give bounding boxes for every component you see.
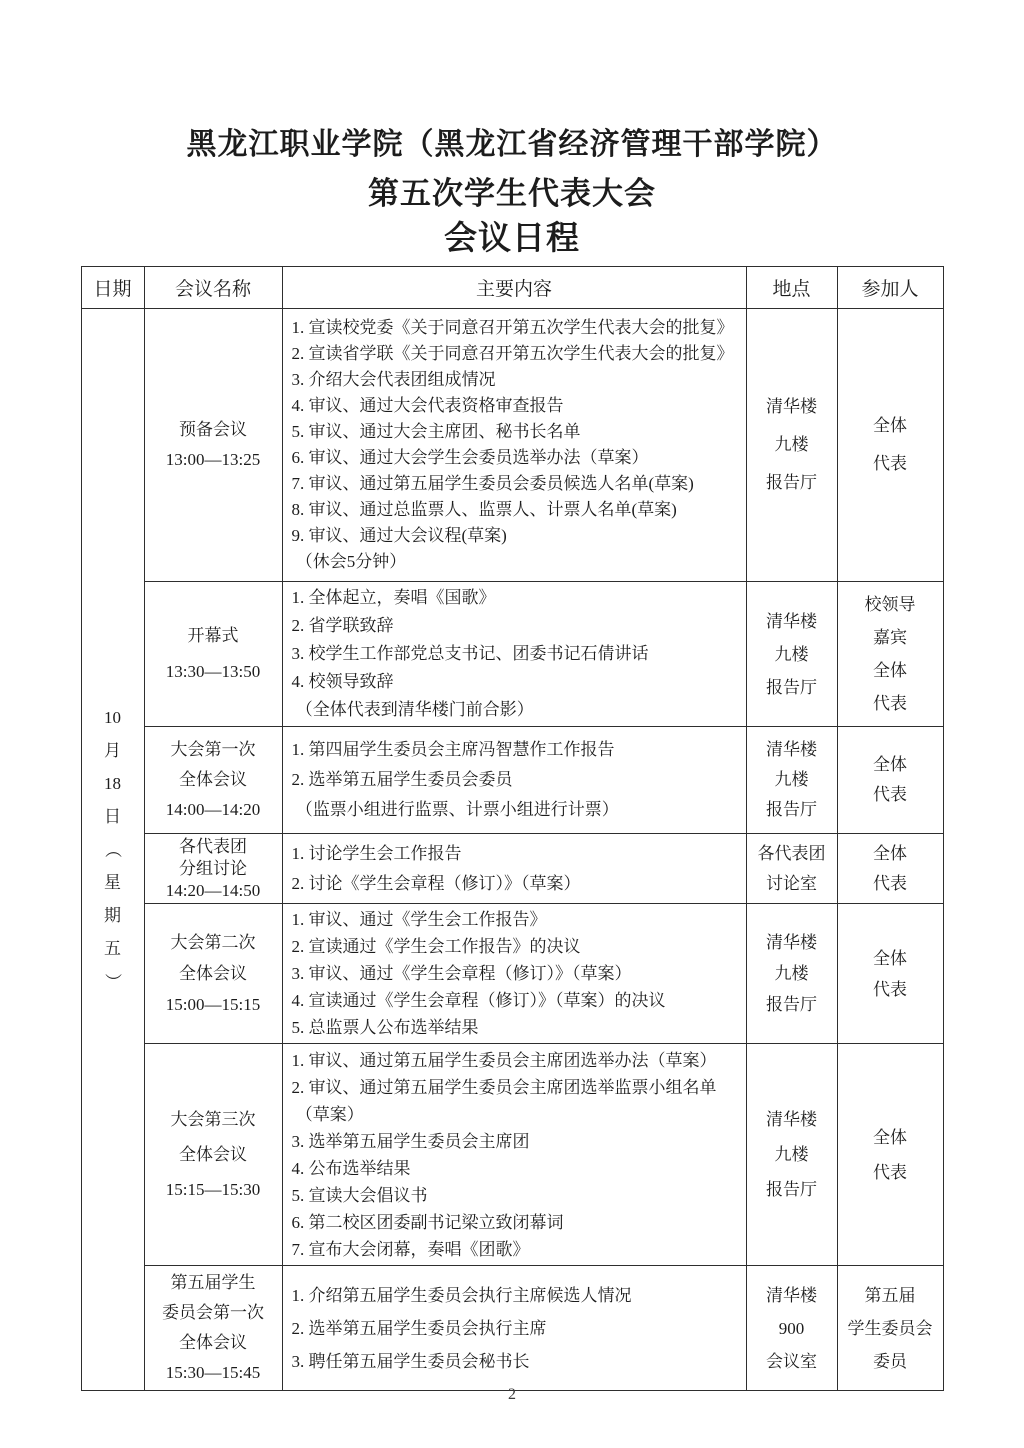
location-cell [746, 1266, 837, 1391]
meeting-name-cell-line: 开幕式 [187, 626, 239, 645]
content-cell [282, 582, 746, 727]
participants-cell-line: 代表 [873, 873, 907, 893]
content-cell-line: 8. 审议、通过总监票人、监票人、计票人名单(草案) [291, 500, 677, 519]
content-cell-line: 4. 宣读通过《学生会章程（修订）》（草案）的决议 [291, 991, 666, 1010]
meeting-name-cell-line: 13:30—13:50 [165, 662, 261, 681]
content-cell [282, 1044, 746, 1266]
date-cell [81, 309, 144, 1391]
participants-cell-line: 全体 [873, 1127, 907, 1147]
participants-cell-line: 全体 [873, 416, 907, 435]
content-cell-line: 4. 校领导致辞 [291, 672, 394, 691]
content-cell [282, 309, 746, 582]
location-cell [746, 904, 837, 1044]
table-row [81, 727, 943, 834]
meeting-name-cell [144, 727, 282, 834]
col-header-meeting-name: 会议名称 [144, 267, 282, 309]
content-cell-line: 1. 介绍第五届学生委员会执行主席候选人情况 [291, 1285, 632, 1305]
participants-cell-line: 代表 [873, 1162, 907, 1182]
location-cell-line: 会议室 [766, 1351, 817, 1371]
participants-cell-line: 代表 [873, 694, 907, 713]
content-cell-line: （草案） [291, 1104, 364, 1124]
meeting-name-cell-line: 第五届学生 [170, 1273, 256, 1292]
content-cell-line: 1. 第四届学生委员会主席冯智慧作工作报告 [291, 740, 615, 759]
congress-title: 第五次学生代表大会 [368, 176, 656, 211]
date-vertical-text: 10 月 18 日 （ 星 期 五 ） [103, 708, 122, 990]
location-cell-line: 清华楼 [766, 1285, 817, 1305]
content-cell-line: 9. 审议、通过大会议程(草案) [291, 526, 507, 545]
schedule-table [81, 266, 944, 1391]
content-cell-line: 2. 选举第五届学生委员会委员 [291, 770, 513, 789]
location-cell-line: 九楼 [774, 964, 809, 983]
location-cell-line: 报告厅 [766, 800, 817, 819]
college-title: 黑龙江职业学院（黑龙江省经济管理干部学院） [186, 128, 838, 161]
content-cell-line: 7. 宣布大会闭幕，奏唱《团歌》 [291, 1239, 530, 1259]
content-cell [282, 727, 746, 834]
content-cell-line: 2. 省学联致辞 [291, 616, 394, 635]
page-number: 2 [508, 1386, 516, 1403]
meeting-name-cell-line: 全体会议 [179, 964, 247, 983]
content-cell-line: 2. 审议、通过第五届学生委员会主席团选举监票小组名单 [291, 1077, 717, 1097]
location-cell-line: 清华楼 [766, 740, 817, 759]
participants-cell [837, 904, 943, 1044]
participants-cell-line: 代表 [873, 454, 907, 473]
table-row [81, 582, 943, 727]
content-cell-line: 7. 审议、通过第五届学生委员会委员候选人名单(草案) [291, 474, 694, 493]
content-cell [282, 834, 746, 904]
location-cell [746, 834, 837, 904]
content-cell-line: 1. 宣读校党委《关于同意召开第五次学生代表大会的批复》 [291, 318, 734, 337]
location-cell [746, 727, 837, 834]
table-row [81, 904, 943, 1044]
participants-cell-line: 第五届 [864, 1285, 916, 1305]
participants-cell-line: 全体 [873, 661, 907, 680]
meeting-name-cell [144, 1266, 282, 1391]
participants-cell-line: 代表 [873, 979, 907, 999]
participants-cell-line: 委员 [873, 1351, 907, 1371]
location-cell [746, 309, 837, 582]
location-cell-line: 九楼 [774, 770, 809, 789]
location-cell-line: 九楼 [774, 1145, 809, 1164]
content-cell-line: 2. 讨论《学生会章程（修订）》（草案） [291, 873, 581, 893]
meeting-name-cell-line: 13:00—13:25 [165, 450, 261, 469]
location-cell-line: 九楼 [774, 644, 809, 664]
content-cell-line: 3. 校学生工作部党总支书记、团委书记石倩讲话 [291, 644, 649, 663]
content-cell-line: 2. 宣读通过《学生会工作报告》的决议 [291, 937, 581, 956]
participants-cell-line: 全体 [873, 755, 907, 774]
location-cell [746, 1044, 837, 1266]
meeting-name-cell [144, 309, 282, 582]
meeting-name-cell [144, 904, 282, 1044]
meeting-name-cell-line: 14:00—14:20 [165, 800, 261, 819]
location-cell-line: 讨论室 [766, 873, 817, 893]
content-cell-line: 2. 选举第五届学生委员会执行主席 [291, 1318, 547, 1338]
col-header-date: 日期 [81, 267, 144, 309]
participants-cell-line: 学生委员会 [847, 1318, 933, 1338]
table-row [81, 1266, 943, 1391]
meeting-name-cell-line: 14:20—14:50 [165, 880, 261, 900]
meeting-name-cell-line: 各代表团 [179, 836, 247, 856]
location-cell-line: 900 [778, 1318, 805, 1338]
content-cell-line: 3. 聘任第五届学生委员会秘书长 [291, 1351, 530, 1371]
agenda-title: 会议日程 [444, 221, 580, 257]
meeting-name-cell-line: 全体会议 [179, 1333, 247, 1352]
location-cell [746, 582, 837, 727]
content-cell-line: 3. 审议、通过《学生会章程（修订）》（草案） [291, 964, 632, 983]
participants-cell-line: 全体 [873, 948, 907, 968]
content-cell-line: 1. 讨论学生会工作报告 [291, 843, 462, 863]
col-header-main-content: 主要内容 [282, 267, 746, 309]
meeting-name-cell-line: 大会第三次 [170, 1110, 256, 1129]
meeting-name-cell-line: 委员会第一次 [162, 1303, 264, 1322]
content-cell-line: 6. 审议、通过大会学生会委员选举办法（草案） [291, 448, 649, 467]
content-cell-line: 5. 宣读大会倡议书 [291, 1185, 428, 1205]
table-row [81, 1044, 943, 1266]
content-cell-line: （监票小组进行监票、计票小组进行计票） [291, 800, 619, 819]
content-cell-line: 4. 审议、通过大会代表资格审查报告 [291, 396, 564, 415]
participants-cell-line: 校领导 [864, 595, 916, 614]
location-cell-line: 报告厅 [766, 677, 817, 697]
content-cell-line: 5. 审议、通过大会主席团、秘书长名单 [291, 422, 581, 441]
meeting-name-cell-line: 大会第一次 [170, 740, 256, 759]
col-header-participants: 参加人 [837, 267, 943, 309]
meeting-name-cell-line: 15:00—15:15 [165, 995, 261, 1014]
content-cell-line: （全体代表到清华楼门前合影） [291, 700, 534, 719]
participants-cell-line: 代表 [873, 785, 907, 804]
participants-cell [837, 1044, 943, 1266]
content-cell [282, 1266, 746, 1391]
participants-cell [837, 727, 943, 834]
location-cell-line: 各代表团 [757, 843, 826, 863]
meeting-name-cell-line: 15:15—15:30 [165, 1180, 261, 1199]
location-cell-line: 报告厅 [766, 995, 817, 1014]
content-cell-line: （休会5分钟） [291, 552, 407, 571]
participants-cell-line: 全体 [873, 843, 907, 863]
location-cell-line: 报告厅 [766, 473, 817, 492]
location-cell-line: 清华楼 [766, 611, 817, 631]
meeting-name-cell-line: 全体会议 [179, 770, 247, 789]
location-cell-line: 清华楼 [766, 1110, 817, 1129]
content-cell-line: 3. 选举第五届学生委员会主席团 [291, 1131, 530, 1151]
content-cell [282, 904, 746, 1044]
content-cell-line: 1. 全体起立，奏唱《国歌》 [291, 588, 496, 607]
meeting-name-cell-line: 预备会议 [179, 420, 247, 439]
content-cell-line: 6. 第二校区团委副书记梁立致闭幕词 [291, 1212, 564, 1232]
location-cell-line: 清华楼 [766, 933, 817, 952]
location-cell-line: 报告厅 [766, 1180, 817, 1199]
header-row [81, 267, 943, 309]
meeting-name-cell-line: 全体会议 [179, 1145, 247, 1164]
participants-cell [837, 834, 943, 904]
location-cell-line: 九楼 [774, 435, 809, 454]
participants-cell [837, 309, 943, 582]
content-cell-line: 1. 审议、通过第五届学生委员会主席团选举办法（草案） [291, 1050, 717, 1070]
participants-cell-line: 嘉宾 [873, 628, 907, 647]
meeting-name-cell-line: 大会第二次 [170, 933, 256, 952]
col-header-location: 地点 [746, 267, 837, 309]
content-cell-line: 5. 总监票人公布选举结果 [291, 1018, 479, 1037]
content-cell-line: 3. 介绍大会代表团组成情况 [291, 370, 496, 389]
meeting-name-cell [144, 582, 282, 727]
content-cell-line: 4. 公布选举结果 [291, 1158, 411, 1178]
meeting-name-cell [144, 834, 282, 904]
location-cell-line: 清华楼 [766, 397, 817, 416]
meeting-name-cell [144, 1044, 282, 1266]
participants-cell [837, 582, 943, 727]
meeting-name-cell-line: 分组讨论 [179, 858, 247, 878]
participants-cell [837, 1266, 943, 1391]
table-row [81, 834, 943, 904]
table-row [81, 309, 943, 582]
meeting-name-cell-line: 15:30—15:45 [165, 1363, 261, 1382]
content-cell-line: 2. 宣读省学联《关于同意召开第五次学生代表大会的批复》 [291, 344, 734, 363]
content-cell-line: 1. 审议、通过《学生会工作报告》 [291, 910, 547, 929]
